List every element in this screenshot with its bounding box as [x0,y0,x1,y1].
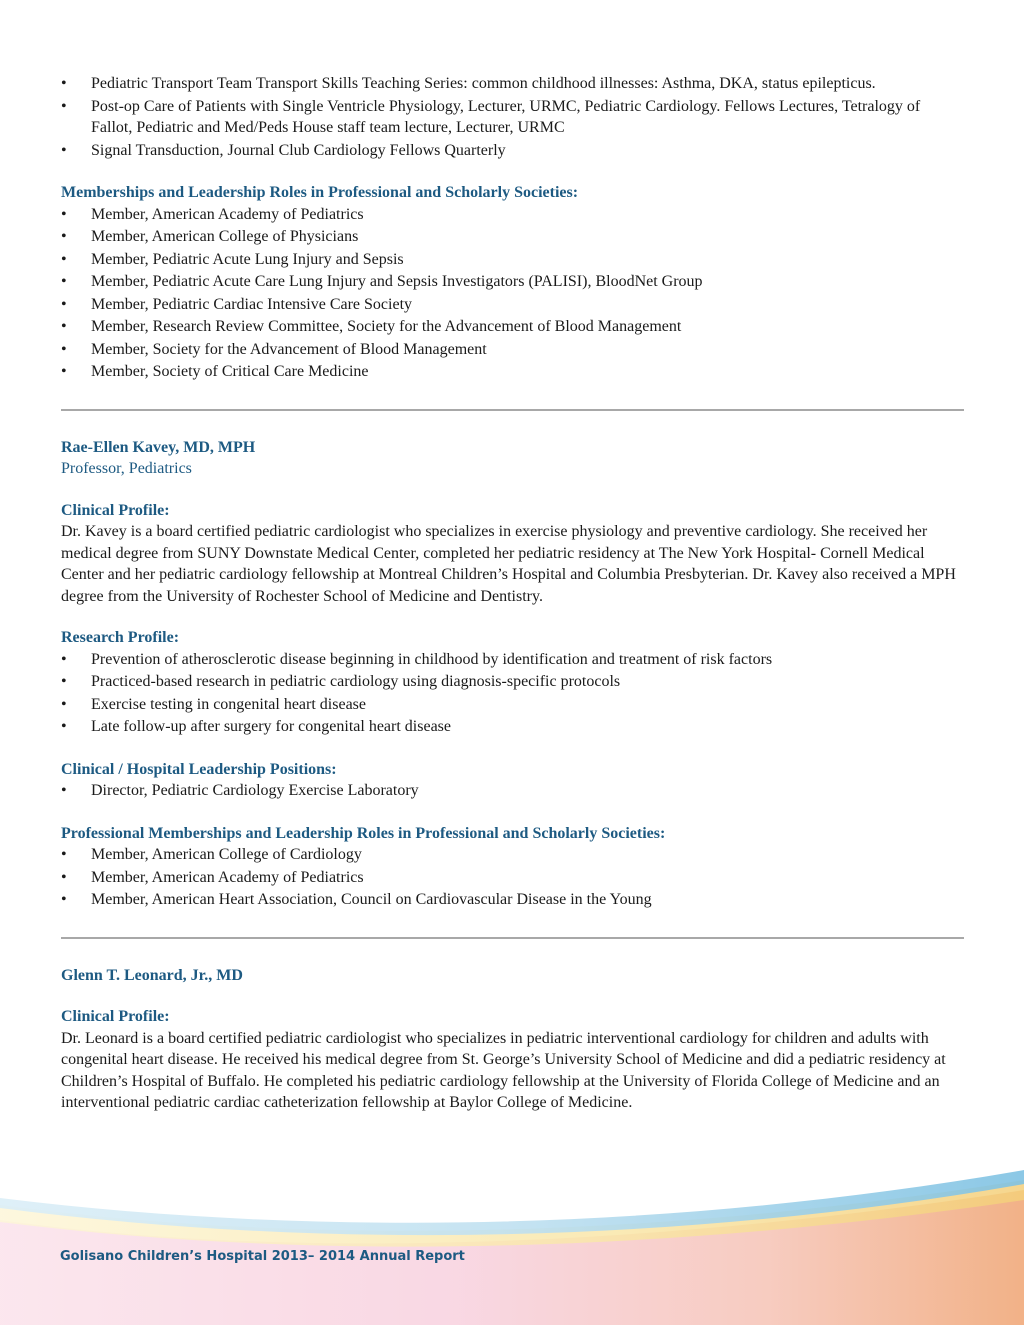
leadership-heading: Clinical / Hospital Leadership Positions: [61,760,337,778]
document-page [61,73,964,1114]
list-item: • Member, American College of Physicians [61,226,964,248]
list-item: • Post-op Care of Patients with Single Ventricle Physiology, Lecturer, URMC, Pediatric Cardiology. Fellows Lectures, Tetralogy of Fallot, Pediatric and Med/Peds House staff team lecture, Lecturer, URMC [61,96,964,139]
list-item: • Prevention of atherosclerotic disease beginning in childhood by identification and treatment of risk factors [61,649,964,671]
list-item: • Pediatric Transport Team Transport Skills Teaching Series: common childhood illnesses: Asthma, DKA, status epilepticus. [61,73,964,95]
footer-wave-graphic [0,1160,1024,1325]
memberships-heading: Memberships and Leadership Roles in Professional and Scholarly Societies: [61,184,579,201]
list-item: • Member, Pediatric Acute Care Lung Injury and Sepsis Investigators (PALISI), BloodNet Group [61,271,964,293]
section-divider [61,409,964,411]
clinical-profile-text: Dr. Kavey is a board certified pediatric cardiologist who specializes in exercise physiology and preventive cardiology. She received her medical degree from SUNY Downstate Medical Center, completed her pediatric residency at The New York Hospital- Cornell Medical Center and her pediatric cardiology fellowship at Montreal Children’s Hospital and Columbia Presbyterian. Dr. Kavey also received a MPH degree from the University of Rochester School of Medicine and Dentistry. [61,523,956,605]
list-item: • Member, Pediatric Acute Lung Injury and Sepsis [61,249,964,271]
list-item: • Member, Society for the Advancement of Blood Management [61,339,964,361]
list-item: • Member, American College of Cardiology [61,844,964,866]
list-item: • Member, American Academy of Pediatrics [61,867,964,889]
research-list [61,649,964,738]
list-item: • Director, Pediatric Cardiology Exercise Laboratory [61,780,964,802]
intro-list [61,73,964,161]
section-divider [61,937,964,939]
list-item: • Member, Research Review Committee, Society for the Advancement of Blood Management [61,316,964,338]
list-item: • Exercise testing in congenital heart disease [61,694,964,716]
footer-report-title: Golisano Children’s Hospital 2013– 2014 Annual Report [60,1249,465,1264]
clinical-profile-text: Dr. Leonard is a board certified pediatric cardiologist who specializes in pediatric interventional cardiology for children and adults with congenital heart disease. He received his medical degree from St. George’s University School of Medicine and did a pediatric residency at Children’s Hospital of Buffalo. He completed his pediatric cardiology fellowship at the University of Florida College of Medicine and an interventional pediatric cardiac catheterization fellowship at Baylor College of Medicine. [61,1029,946,1111]
profile-title-kavey: Professor, Pediatrics [61,460,192,477]
list-item: • Practiced-based research in pediatric cardiology using diagnosis-specific protocols [61,671,964,693]
list-item: • Member, American Academy of Pediatrics [61,204,964,226]
list-item: • Signal Transduction, Journal Club Cardiology Fellows Quarterly [61,140,964,162]
list-item: • Member, Pediatric Cardiac Intensive Care Society [61,294,964,316]
professional-memberships-heading: Professional Memberships and Leadership Roles in Professional and Scholarly Societies: [61,824,666,842]
leadership-list [61,780,964,802]
profile-name-kavey: Rae-Ellen Kavey, MD, MPH [61,438,256,456]
clinical-profile-heading: Clinical Profile: [61,1008,170,1025]
list-item: • Member, Society of Critical Care Medicine [61,361,964,383]
memberships-list [61,204,964,383]
profile-name-leonard: Glenn T. Leonard, Jr., MD [61,966,243,984]
clinical-profile-heading: Clinical Profile: [61,501,170,519]
list-item: • Member, American Heart Association, Council on Cardiovascular Disease in the Young [61,889,964,911]
professional-memberships-list [61,844,964,911]
research-profile-heading: Research Profile: [61,629,180,646]
list-item: • Late follow-up after surgery for congenital heart disease [61,716,964,738]
